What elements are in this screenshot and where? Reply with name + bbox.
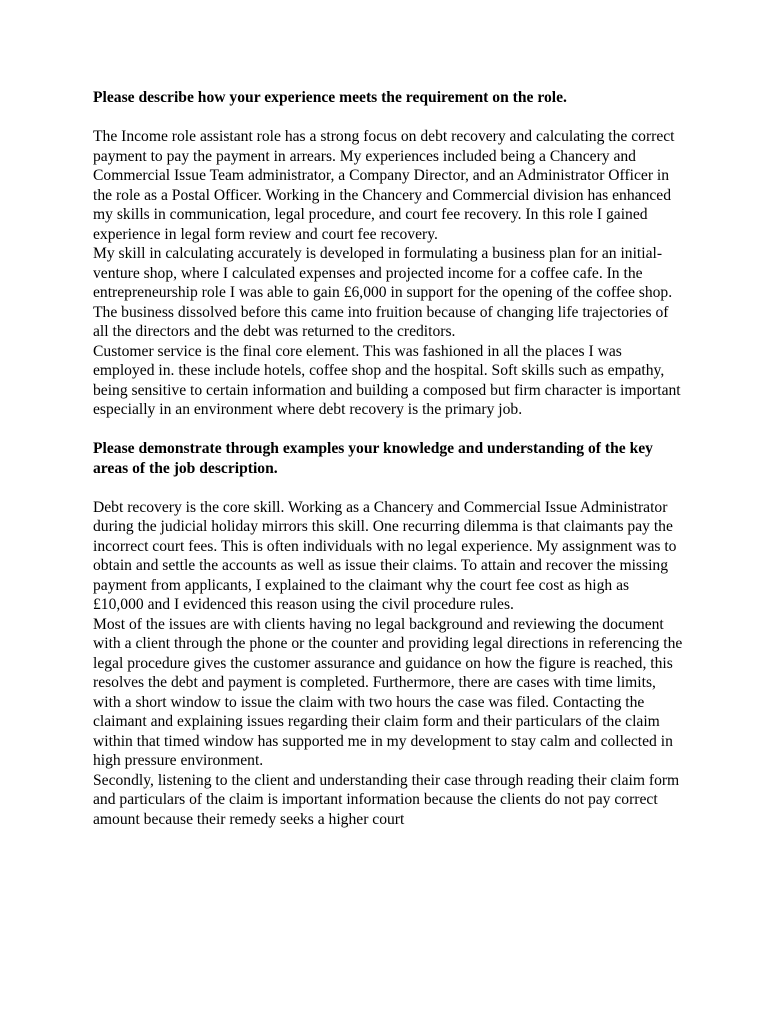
- paragraph-spacer: [93, 108, 683, 128]
- paragraph-role-overview: The Income role assistant role has a strong focus on debt recovery and calculating the correct payment to pay the payment in arrears. My experiences included being a Chancery and Commercial Issue Team administrator, a Company Director, and an Administrator Officer in the role as a Postal Officer. Working in the Chancery and Commercial division has enhanced my skills in communication, legal procedure, and court fee recovery. In this role I gained experience in legal form review and court fee recovery.: [93, 128, 675, 243]
- question-heading-experience: Please describe how your experience meets the requirement on the role.: [93, 89, 567, 106]
- paragraph-debt-recovery: Debt recovery is the core skill. Working as a Chancery and Commercial Issue Administrator during the judicial holiday mirrors this skill. One recurring dilemma is that claimants pay the incorrect court fees. This is often individuals with no legal experience. My assignment was to obtain and settle the accounts as well as issue their claims. To attain and recover the missing payment from applicants, I explained to the claimant why the court fee cost as high as £10,000 and I evidenced this reason using the civil procedure rules.: [93, 498, 677, 613]
- paragraph-customer-service: Customer service is the final core element. This was fashioned in all the places I was employed in. these include hotels, coffee shop and the hospital. Soft skills such as empathy, being sensitive to certain information and building a composed but firm character is important especially in an environment where debt recovery is the primary job.: [93, 342, 681, 418]
- paragraph-spacer: [93, 478, 683, 498]
- document-body: [93, 88, 683, 829]
- paragraph-spacer: [93, 420, 683, 440]
- paragraph-listening: Secondly, listening to the client and understanding their case through reading their claim form and particulars of the claim is important information because the clients do not pay correct amount because their remedy seeks a higher court: [93, 771, 680, 828]
- paragraph-client-issues: Most of the issues are with clients having no legal background and reviewing the document with a client through the phone or the counter and providing legal directions in referencing the legal procedure gives the customer assurance and guidance on how the figure is reached, this resolves the debt and payment is completed. Furthermore, there are cases with time limits, with a short window to issue the claim with two hours the case was filed. Contacting the claimant and explaining issues regarding their claim form and their particulars of the claim within that timed window has supported me in my development to stay calm and collected in high pressure environment.: [93, 615, 683, 769]
- question-heading-knowledge: Please demonstrate through examples your knowledge and understanding of the key areas of the job description.: [93, 440, 653, 477]
- paragraph-calculation-skill: My skill in calculating accurately is developed in formulating a business plan for an initial-venture shop, where I calculated expenses and projected income for a coffee cafe. In the entrepreneurship role I was able to gain £6,000 in support for the opening of the coffee shop. The business dissolved before this came into fruition because of changing life trajectories of all the directors and the debt was returned to the creditors.: [93, 245, 673, 340]
